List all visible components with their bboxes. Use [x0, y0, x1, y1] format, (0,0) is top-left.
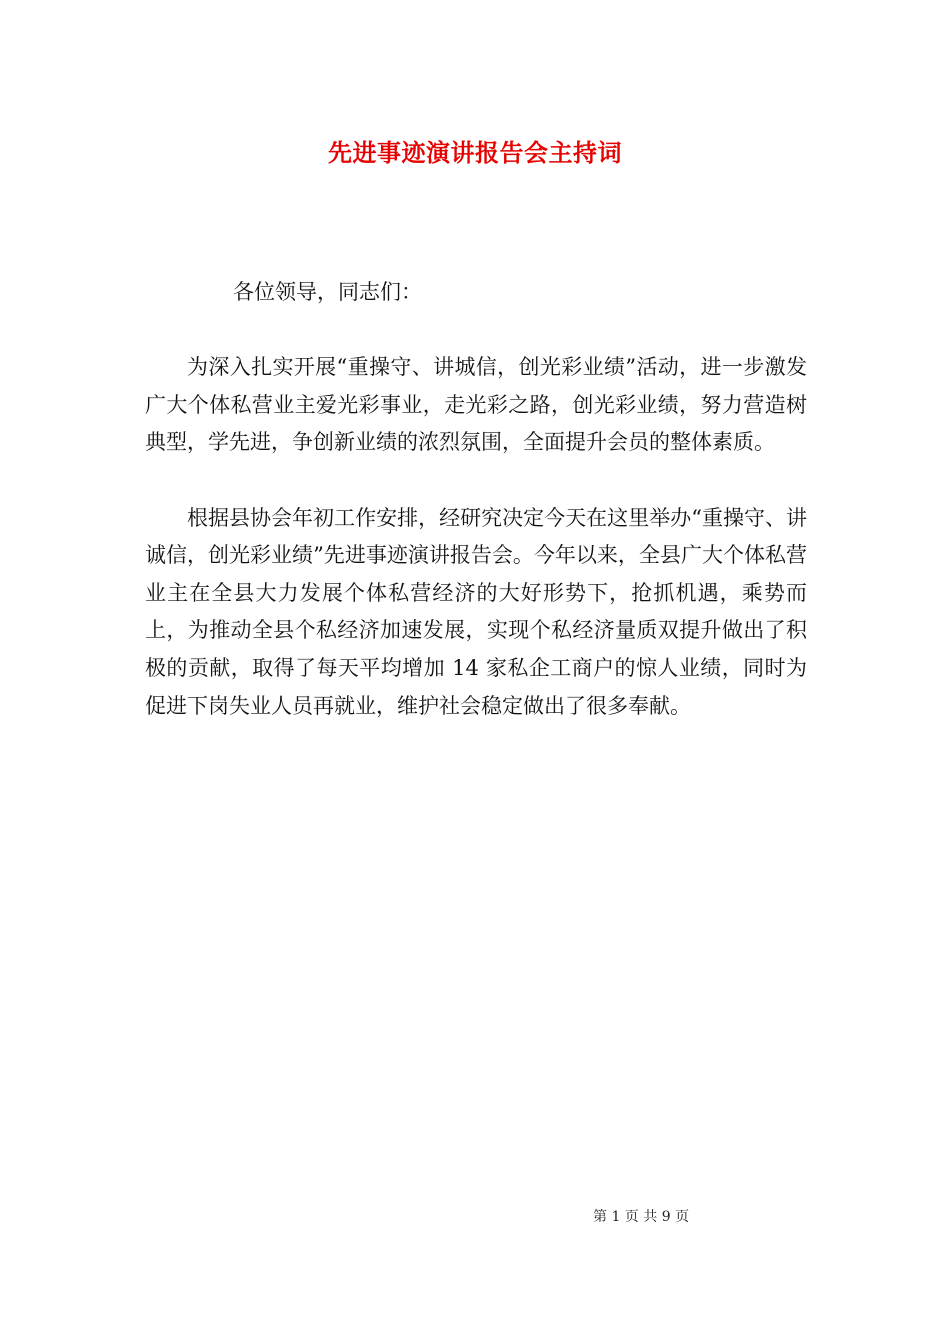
document-body — [145, 274, 807, 763]
paragraph-2: 根据县协会年初工作安排，经研究决定今天在这里举办“重操守、讲诚信，创光彩业绩”先进事迹演讲报告会。今年以来，全县广大个体私营业主在全县大力发展个体私营经济的大好形势下，抢抓机遇，乘势而上，为推动全县个私经济加速发展，实现个私经济量质双提升做出了积极的贡献，取得了每天平均增加 14 家私企工商户的惊人业绩，同时为促进下岗失业人员再就业，维护社会稳定做出了很多奉献。 — [145, 505, 807, 718]
document-title: 先进事迹演讲报告会主持词 — [328, 138, 622, 167]
page-number-footer: 第 1 页 共 9 页 — [593, 1209, 690, 1225]
paragraph-1: 为深入扎实开展“重操守、讲城信，创光彩业绩”活动，进一步激发广大个体私营业主爱光彩事业，走光彩之路，创光彩业绩，努力营造树典型，学先进，争创新业绩的浓烈氛围，全面提升会员的整体素质。 — [145, 355, 807, 455]
greeting-line: 各位领导，同志们： — [233, 280, 422, 304]
